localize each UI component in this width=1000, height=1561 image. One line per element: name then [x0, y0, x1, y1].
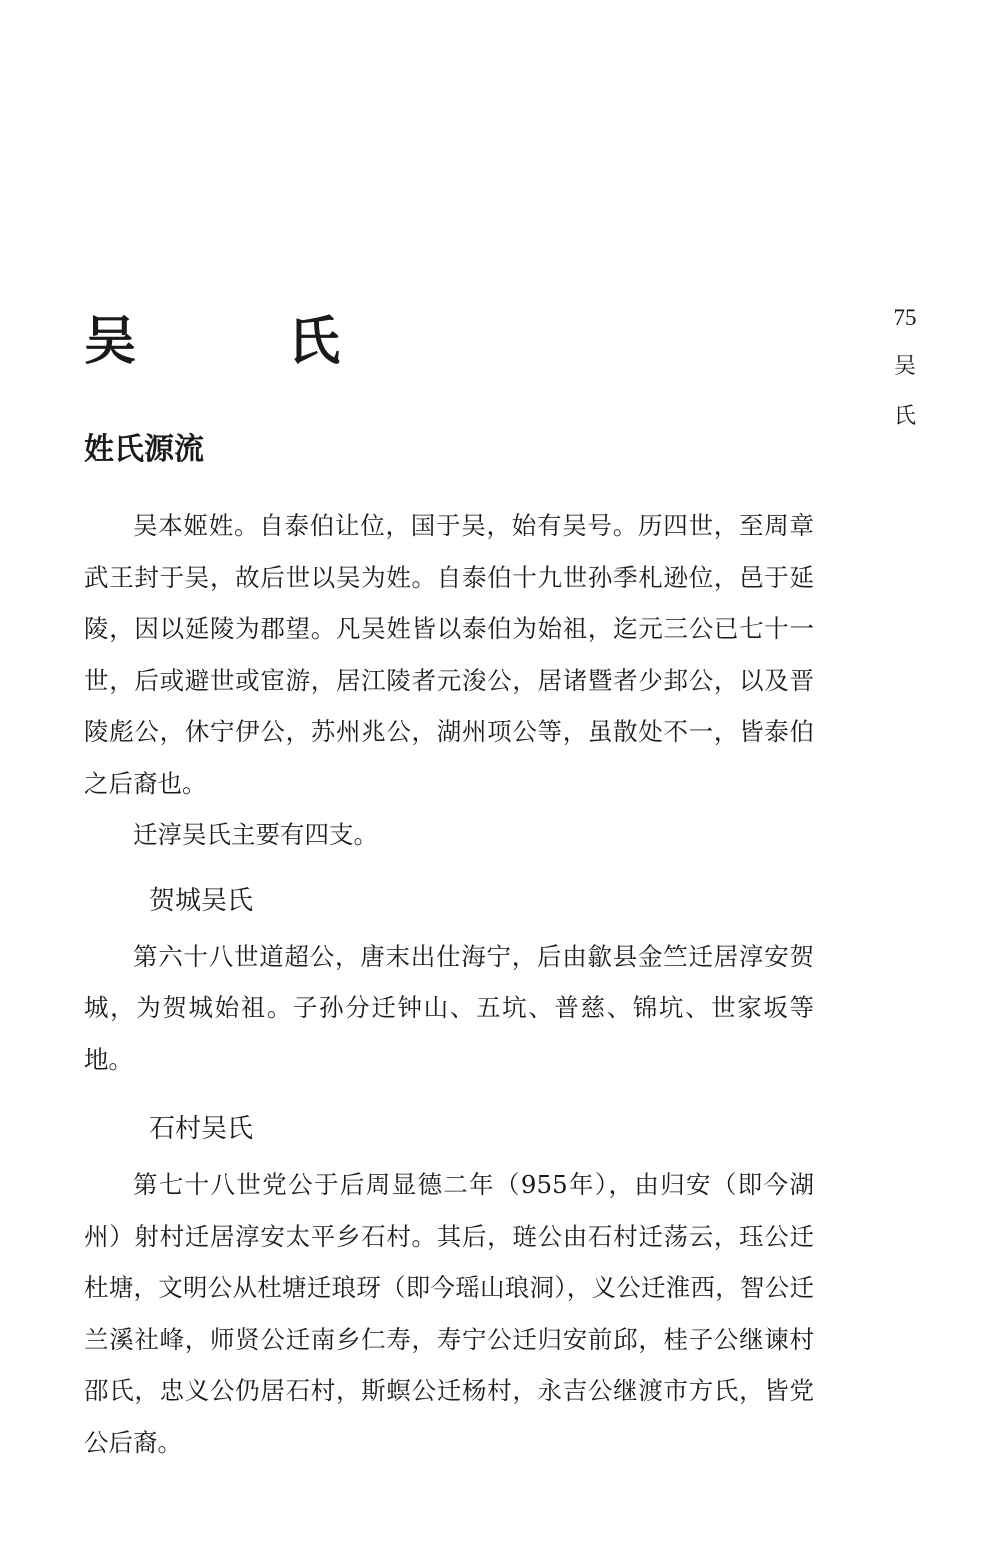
running-title-char: 氏 — [893, 404, 916, 429]
section-heading: 姓氏源流 — [84, 432, 204, 467]
page-number: 75 — [893, 305, 917, 330]
running-title-char: 吴 — [893, 354, 916, 379]
branch-heading-shicun: 石村吴氏 — [149, 1114, 254, 1144]
intro-paragraph: 吴本姬姓。自泰伯让位，国于吴，始有吴号。历四世，至周章武王封于吴，故后世以吴为姓。自泰伯十九世孙季札逊位，邑于延陵，因以延陵为郡望。凡吴姓皆以泰伯为始祖，迄元三公已七十一世，后或避世或宦游，居江陵者元浚公，居诸暨者少邽公，以及晋陵彪公，休宁伊公，苏州兆公，湖州项公等，虽散处不一，皆泰伯之后裔也。 — [84, 511, 814, 798]
running-title — [880, 342, 930, 442]
branch-paragraph-shicun: 第七十八世党公于后周显德二年（955年），由归安（即今湖州）射村迁居淳安太平乡石村。其后，琏公由石村迁荡云，珏公迁杜塘，文明公从杜塘迁琅玡（即今瑶山琅洞），义公迁淮西，智公迁兰溪社峰，师贤公迁南乡仁寿，寿宁公迁归安前邱，桂子公继谏村邵氏，忠义公仍居石村，斯螟公迁杨村，永吉公继渡市方氏，皆党公后裔。 — [84, 1170, 814, 1457]
page-side-header — [880, 300, 930, 442]
body-text — [84, 500, 814, 1468]
intro-paragraph: 迁淳吴氏主要有四支。 — [133, 820, 378, 849]
chapter-title: 吴 氏 — [84, 312, 391, 372]
branch-heading-hecheng: 贺城吴氏 — [149, 885, 254, 916]
branch-paragraph-hecheng: 第六十八世道超公，唐末出仕海宁，后由歙县金竺迁居淳安贺城，为贺城始祖。子孙分迁钟山、五坑、普慈、锦坑、世家坂等地。 — [84, 941, 814, 1074]
